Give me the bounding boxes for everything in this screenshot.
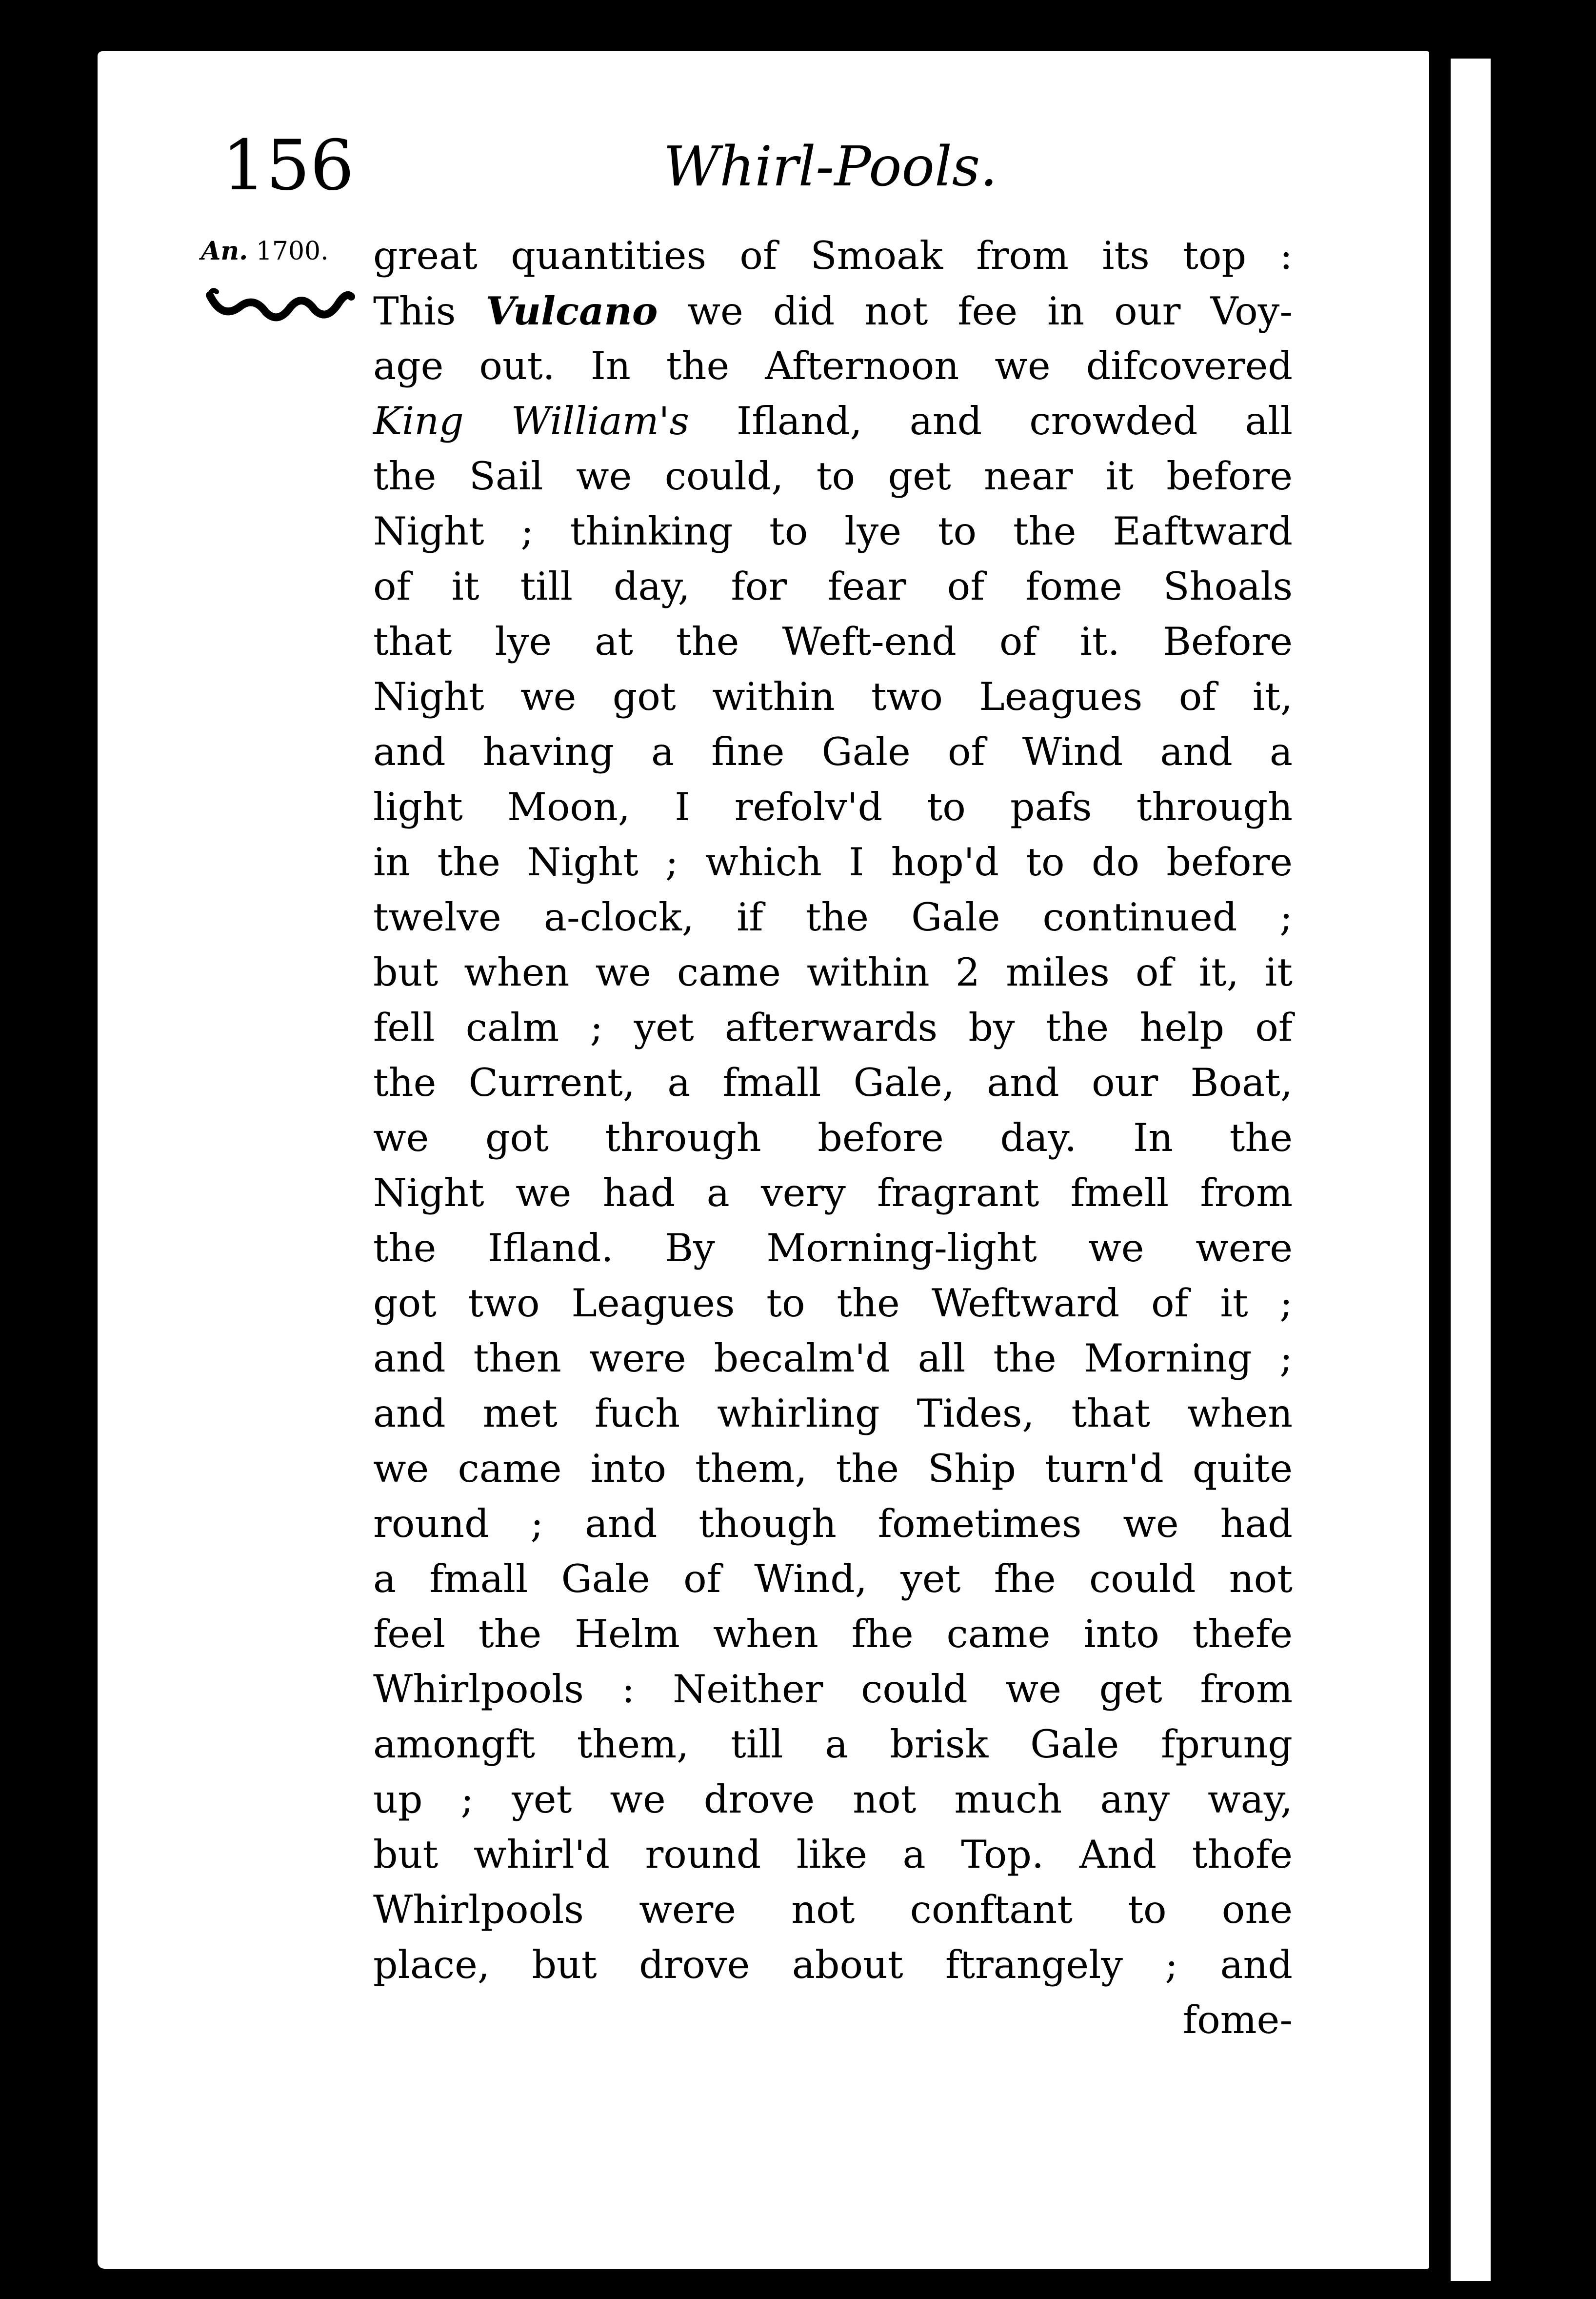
text-segment: in the Night ; which I hop'd to do before (373, 840, 1293, 885)
scan-background (1491, 0, 1596, 2299)
margin-note-abbr: An. (201, 236, 248, 266)
text-segment: feel the Helm when fhe came into thefe (373, 1612, 1293, 1656)
text-segment: up ; yet we drove not much any way, (373, 1777, 1293, 1822)
text-segment: Whirlpools were not conftant to one (373, 1887, 1293, 1932)
text-line (373, 1386, 1293, 1441)
text-line (373, 1166, 1293, 1221)
text-segment: a fmall Gale of Wind, yet fhe could not (373, 1556, 1293, 1601)
page-gutter-shadow (1429, 0, 1451, 2299)
text-line (373, 339, 1293, 394)
text-segment: round ; and though fometimes we had (373, 1501, 1293, 1546)
text-segment: fell calm ; yet afterwards by the help of (373, 1005, 1293, 1050)
text-line (373, 1441, 1293, 1496)
text-segment: we did not fee in our Voy- (658, 289, 1293, 334)
text-segment: but when we came within 2 miles of it, it (373, 950, 1293, 995)
text-segment: we got through before day. In the (373, 1115, 1293, 1160)
text-line (373, 1496, 1293, 1552)
text-line (373, 1772, 1293, 1827)
text-line (373, 890, 1293, 945)
text-segment: age out. In the Afternoon we difcovered (373, 343, 1293, 388)
text-segment: great quantities of Smoak from its top : (373, 233, 1293, 278)
text-line (373, 780, 1293, 835)
text-line (373, 1937, 1293, 1993)
text-line (373, 1055, 1293, 1110)
margin-note (201, 229, 329, 273)
text-segment: the Ifland. By Morning-light we were (373, 1226, 1293, 1270)
page-number: 156 (222, 125, 355, 206)
text-line (373, 1717, 1293, 1772)
text-line (373, 504, 1293, 559)
margin-note-year: 1700. (256, 237, 329, 266)
text-segment: but whirl'd round like a Top. And thofe (373, 1832, 1293, 1877)
text-segment: twelve a-clock, if the Gale continued ; (373, 895, 1293, 940)
text-line (373, 1110, 1293, 1166)
text-segment: got two Leagues to the Weftward of it ; (373, 1281, 1293, 1326)
text-line (373, 1607, 1293, 1662)
text-segment: amongft them, till a brisk Gale fprung (373, 1722, 1293, 1767)
text-segment: and met fuch whirling Tides, that when (373, 1391, 1293, 1436)
text-segment: Night we had a very fragrant fmell from (373, 1170, 1293, 1215)
text-line (373, 283, 1293, 339)
text-line (373, 449, 1293, 504)
text-line (373, 1662, 1293, 1717)
adjacent-page-edge (1451, 59, 1491, 2281)
text-line (373, 1331, 1293, 1386)
text-line (373, 669, 1293, 725)
text-segment: Night ; thinking to lye to the Eaftward (373, 509, 1293, 554)
text-segment: the Current, a fmall Gale, and our Boat, (373, 1060, 1293, 1105)
text-segment: place, but drove about ftrangely ; and (373, 1942, 1293, 1987)
text-line (373, 228, 1293, 283)
text-line (373, 559, 1293, 614)
text-segment: Night we got within two Leagues of it, (373, 674, 1293, 719)
flourish-ornament-icon (205, 273, 356, 327)
text-segment: This (373, 289, 486, 334)
text-line (373, 1221, 1293, 1276)
running-head: Whirl-Pools. (663, 135, 998, 199)
text-segment: Vulcano (485, 288, 658, 334)
text-segment: we came into them, the Ship turn'd quite (373, 1446, 1293, 1491)
text-segment: and then were becalm'd all the Morning ; (373, 1336, 1293, 1381)
text-segment: the Sail we could, to get near it before (373, 454, 1293, 499)
text-line (373, 835, 1293, 890)
text-line (373, 1827, 1293, 1882)
text-line (373, 1993, 1293, 2048)
text-line (373, 1552, 1293, 1607)
text-line (373, 945, 1293, 1000)
text-segment: that lye at the Weft-end of it. Before (373, 619, 1293, 664)
text-segment: fome- (1182, 1997, 1293, 2042)
text-line (373, 1882, 1293, 1937)
text-line (373, 1276, 1293, 1331)
text-line (373, 394, 1293, 449)
text-segment: Ifland, and crowded all (689, 399, 1293, 444)
text-segment: light Moon, I refolv'd to pafs through (373, 785, 1293, 829)
text-segment: Whirlpools : Neither could we get from (373, 1667, 1293, 1712)
text-line (373, 725, 1293, 780)
text-segment: and having a fine Gale of Wind and a (373, 729, 1293, 774)
body-text (373, 228, 1293, 2048)
text-segment: King William's (373, 399, 689, 444)
text-segment: of it till day, for fear of fome Shoals (373, 564, 1293, 609)
text-line (373, 614, 1293, 669)
text-line (373, 1000, 1293, 1055)
